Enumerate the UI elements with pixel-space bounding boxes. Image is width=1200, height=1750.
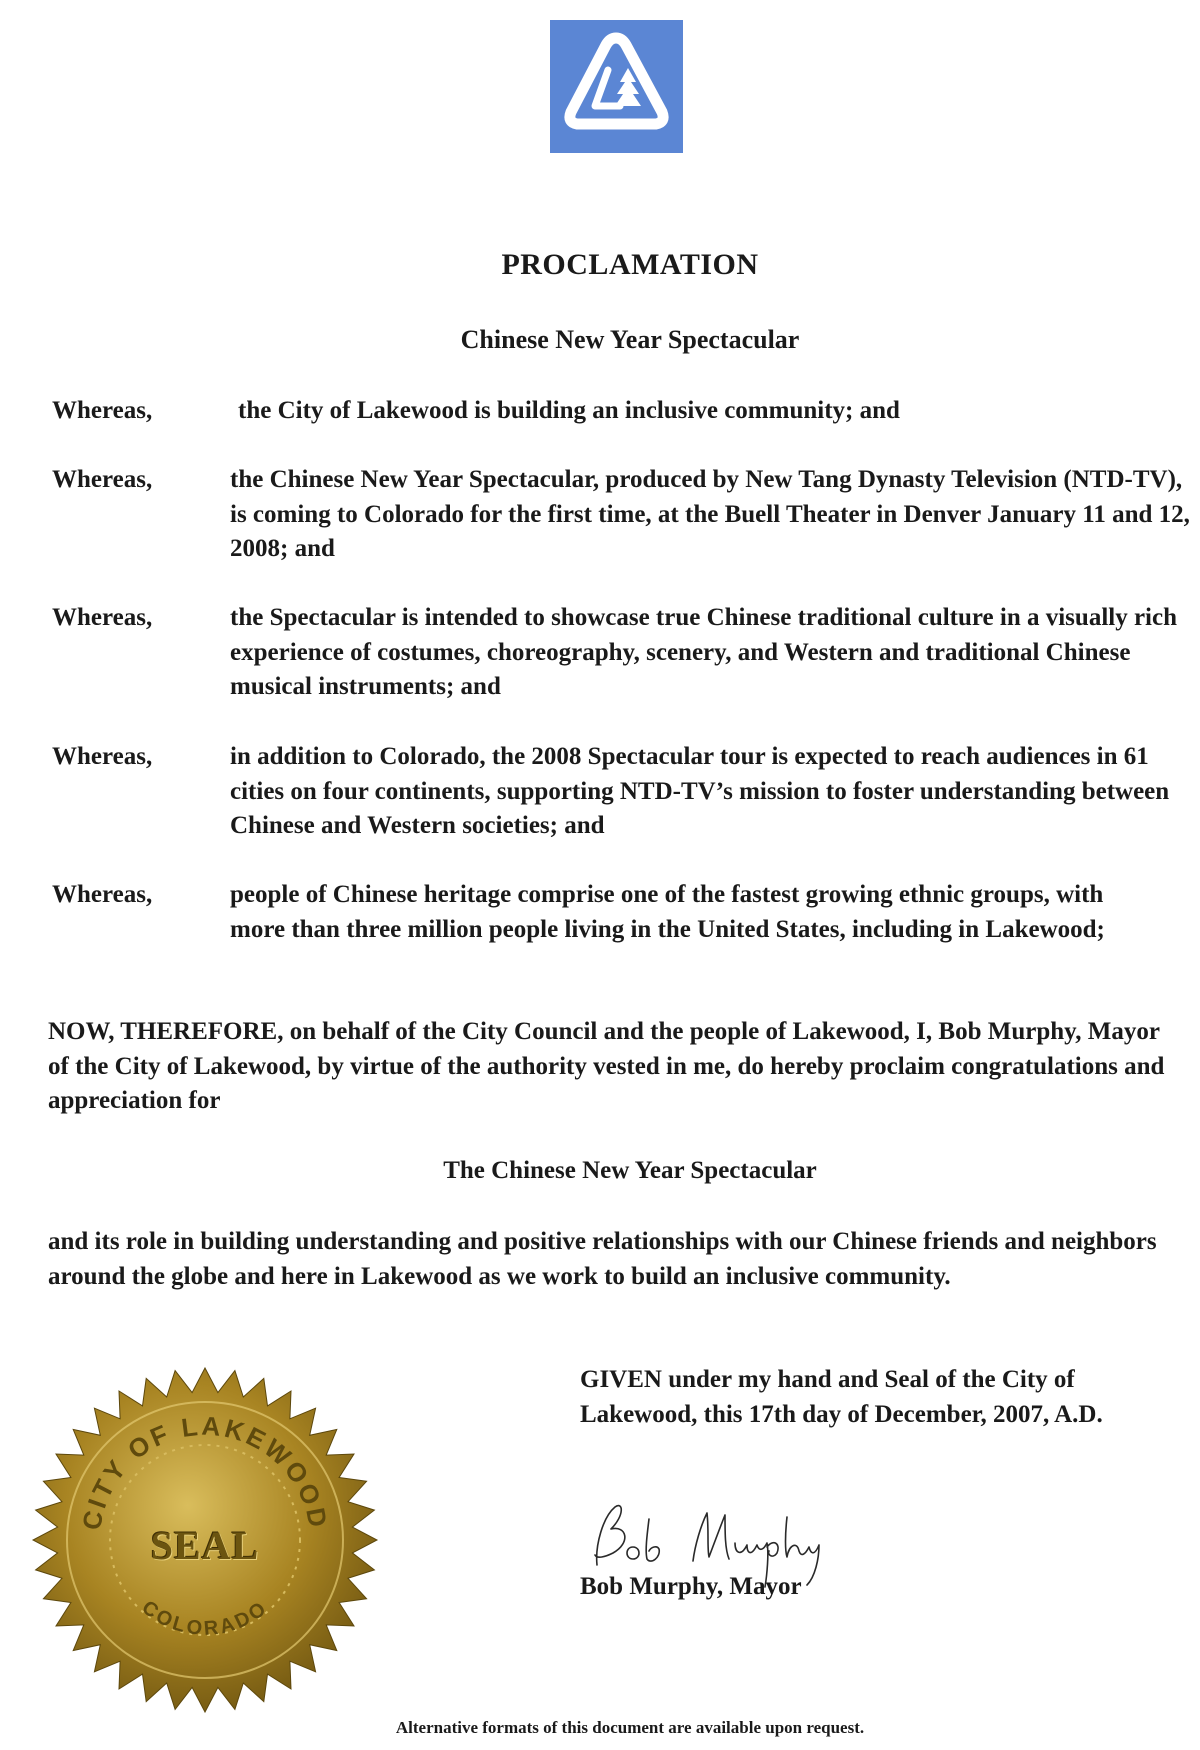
clause-text: people of Chinese heritage comprise one of the fastest growing ethnic groups, with more than three million people living in the United States, including in Lakewood; [230,881,1105,943]
clause-text: the Chinese New Year Spectacular, produced by New Tang Dynasty Television (NTD-TV), is coming to Colorado for the first time, at the Buell Theater in Denver January 11 and 12, 2008; and [230,466,1190,562]
seal-center-text: SEAL [150,1523,260,1568]
clause-label: Whereas, [52,604,153,631]
gold-seal-icon [30,1365,380,1715]
clause-text: the Spectacular is intended to showcase true Chinese traditional culture in a visually rich experience of costumes, choreography, scenery, and Western and traditional Chinese musical instruments; and [230,604,1177,700]
signer-name: Bob Murphy, Mayor [580,1573,802,1600]
closing-paragraph: and its role in building understanding and positive relationships with our Chinese friends and neighbors around the globe and here in Lakewood as we work to build an inclusive community. [48,1228,1157,1290]
honoree-line: The Chinese New Year Spectacular [443,1157,817,1184]
clause-label: Whereas, [52,743,153,770]
city-logo-icon [550,20,683,153]
page-subtitle: Chinese New Year Spectacular [460,325,800,354]
clause-text: in addition to Colorado, the 2008 Spectacular tour is expected to reach audiences in 61 cities on four continents, supporting NTD-TV’s mission to foster understanding between Chinese and Western societies; and [230,743,1170,839]
clause-label: Whereas, [52,881,153,908]
page-title: PROCLAMATION [501,248,759,281]
footer-note: Alternative formats of this document are available upon request. [395,1718,865,1737]
therefore-paragraph: NOW, THEREFORE, on behalf of the City Council and the people of Lakewood, I, Bob Murphy, Mayor of the City of Lakewood, by virtue of the authority vested in me, do hereby proclaim congratulations and appreciation for [48,1018,1165,1114]
clause-label: Whereas, [52,466,153,493]
seal-top-text: CITY OF LAKEWOOD [76,1410,334,1533]
clause-label: Whereas, [52,397,153,424]
given-statement: GIVEN under my hand and Seal of the City of Lakewood, this 17th day of December, 2007, A.D. [580,1366,1103,1428]
clause-text: the City of Lakewood is building an inclusive community; and [238,397,900,424]
seal-bottom-text: COLORADO [137,1596,273,1641]
